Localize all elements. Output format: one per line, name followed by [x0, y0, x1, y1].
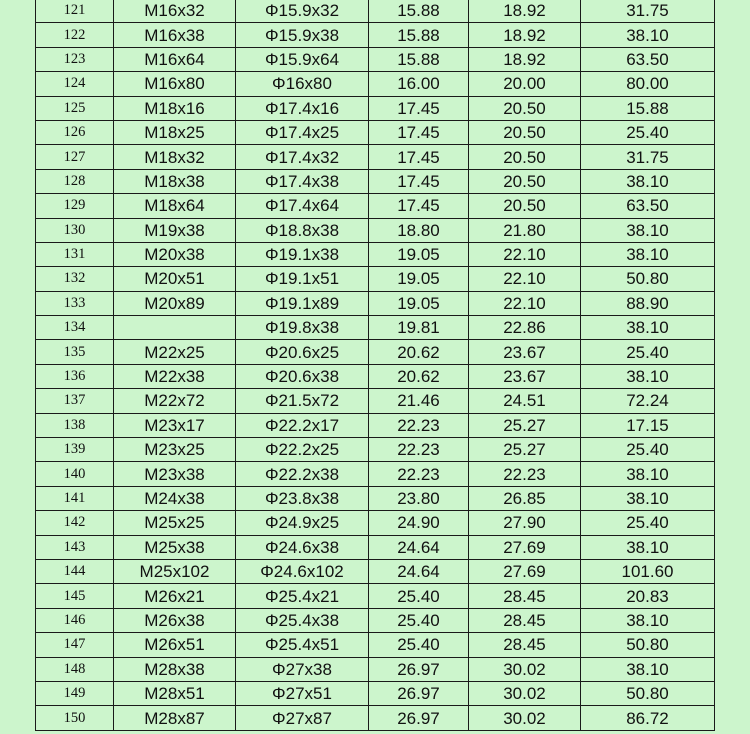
dimension-2-cell: 26.85 [469, 486, 581, 510]
length-cell: 50.80 [581, 681, 715, 705]
dimension-1-cell: 19.81 [369, 316, 469, 340]
dimension-2-cell: 20.50 [469, 194, 581, 218]
row-number-cell: 149 [36, 681, 114, 705]
dimension-2-cell: 22.10 [469, 291, 581, 315]
spec-cell: Φ21.5x72 [236, 389, 369, 413]
model-cell: M18x32 [114, 145, 236, 169]
table-row [36, 364, 715, 388]
dimension-1-cell: 17.45 [369, 120, 469, 144]
row-number-cell: 140 [36, 462, 114, 486]
model-cell: M16x32 [114, 0, 236, 23]
row-number-cell: 133 [36, 291, 114, 315]
row-number-cell: 127 [36, 145, 114, 169]
spec-cell: Φ20.6x38 [236, 364, 369, 388]
row-number-cell: 132 [36, 267, 114, 291]
model-cell: M22x38 [114, 364, 236, 388]
row-number-cell: 146 [36, 608, 114, 632]
spec-cell: Φ17.4x38 [236, 169, 369, 193]
row-number-cell: 135 [36, 340, 114, 364]
length-cell: 15.88 [581, 96, 715, 120]
length-cell: 38.10 [581, 608, 715, 632]
dimension-1-cell: 23.80 [369, 486, 469, 510]
length-cell: 31.75 [581, 0, 715, 23]
table-row [36, 511, 715, 535]
dimension-2-cell: 22.10 [469, 242, 581, 266]
length-cell: 38.10 [581, 657, 715, 681]
spec-cell: Φ27x38 [236, 657, 369, 681]
dimension-2-cell: 22.23 [469, 462, 581, 486]
dimension-1-cell: 21.46 [369, 389, 469, 413]
dimension-2-cell: 28.45 [469, 633, 581, 657]
spec-table-container [35, 0, 714, 731]
spec-cell: Φ22.2x25 [236, 438, 369, 462]
spec-cell: Φ22.2x17 [236, 413, 369, 437]
dimension-2-cell: 18.92 [469, 23, 581, 47]
spec-cell: Φ17.4x25 [236, 120, 369, 144]
table-row [36, 535, 715, 559]
spec-cell: Φ24.9x25 [236, 511, 369, 535]
spec-table [35, 0, 715, 731]
dimension-1-cell: 17.45 [369, 96, 469, 120]
spec-cell: Φ27x51 [236, 681, 369, 705]
dimension-2-cell: 27.90 [469, 511, 581, 535]
dimension-1-cell: 16.00 [369, 72, 469, 96]
dimension-1-cell: 25.40 [369, 633, 469, 657]
model-cell: M23x38 [114, 462, 236, 486]
spec-cell: Φ15.9x64 [236, 47, 369, 71]
row-number-cell: 123 [36, 47, 114, 71]
spec-cell: Φ15.9x38 [236, 23, 369, 47]
length-cell: 31.75 [581, 145, 715, 169]
model-cell: M28x87 [114, 706, 236, 730]
spec-cell: Φ17.4x32 [236, 145, 369, 169]
model-cell: M20x51 [114, 267, 236, 291]
length-cell: 38.10 [581, 535, 715, 559]
table-row [36, 169, 715, 193]
dimension-2-cell: 27.69 [469, 535, 581, 559]
model-cell: M16x38 [114, 23, 236, 47]
dimension-2-cell: 20.50 [469, 145, 581, 169]
dimension-1-cell: 20.62 [369, 364, 469, 388]
table-row [36, 340, 715, 364]
row-number-cell: 142 [36, 511, 114, 535]
table-row [36, 633, 715, 657]
spec-cell: Φ25.4x38 [236, 608, 369, 632]
spec-cell: Φ19.8x38 [236, 316, 369, 340]
model-cell: M24x38 [114, 486, 236, 510]
dimension-2-cell: 22.10 [469, 267, 581, 291]
dimension-1-cell: 15.88 [369, 0, 469, 23]
length-cell: 50.80 [581, 267, 715, 291]
spec-cell: Φ22.2x38 [236, 462, 369, 486]
length-cell: 63.50 [581, 194, 715, 218]
length-cell: 25.40 [581, 120, 715, 144]
dimension-1-cell: 19.05 [369, 267, 469, 291]
model-cell: M23x17 [114, 413, 236, 437]
length-cell: 17.15 [581, 413, 715, 437]
row-number-cell: 143 [36, 535, 114, 559]
row-number-cell: 141 [36, 486, 114, 510]
dimension-1-cell: 22.23 [369, 413, 469, 437]
dimension-2-cell: 28.45 [469, 608, 581, 632]
table-row [36, 413, 715, 437]
dimension-2-cell: 30.02 [469, 706, 581, 730]
model-cell [114, 316, 236, 340]
row-number-cell: 138 [36, 413, 114, 437]
dimension-1-cell: 26.97 [369, 681, 469, 705]
table-row [36, 72, 715, 96]
table-row [36, 23, 715, 47]
dimension-1-cell: 24.64 [369, 535, 469, 559]
spec-cell: Φ16x80 [236, 72, 369, 96]
dimension-2-cell: 25.27 [469, 413, 581, 437]
dimension-2-cell: 23.67 [469, 364, 581, 388]
row-number-cell: 124 [36, 72, 114, 96]
model-cell: M18x38 [114, 169, 236, 193]
dimension-2-cell: 23.67 [469, 340, 581, 364]
table-row [36, 47, 715, 71]
row-number-cell: 128 [36, 169, 114, 193]
table-row [36, 681, 715, 705]
row-number-cell: 136 [36, 364, 114, 388]
spec-cell: Φ17.4x64 [236, 194, 369, 218]
model-cell: M22x72 [114, 389, 236, 413]
spec-cell: Φ19.1x89 [236, 291, 369, 315]
row-number-cell: 144 [36, 559, 114, 583]
length-cell: 38.10 [581, 169, 715, 193]
length-cell: 38.10 [581, 242, 715, 266]
dimension-2-cell: 18.92 [469, 0, 581, 23]
spec-cell: Φ24.6x38 [236, 535, 369, 559]
table-row [36, 486, 715, 510]
dimension-2-cell: 30.02 [469, 681, 581, 705]
dimension-2-cell: 24.51 [469, 389, 581, 413]
dimension-1-cell: 19.05 [369, 242, 469, 266]
dimension-2-cell: 25.27 [469, 438, 581, 462]
dimension-2-cell: 20.50 [469, 169, 581, 193]
length-cell: 38.10 [581, 23, 715, 47]
table-row [36, 0, 715, 23]
table-row [36, 120, 715, 144]
row-number-cell: 137 [36, 389, 114, 413]
table-row [36, 438, 715, 462]
row-number-cell: 126 [36, 120, 114, 144]
length-cell: 88.90 [581, 291, 715, 315]
model-cell: M26x21 [114, 584, 236, 608]
spec-cell: Φ19.1x38 [236, 242, 369, 266]
dimension-1-cell: 18.80 [369, 218, 469, 242]
model-cell: M26x38 [114, 608, 236, 632]
row-number-cell: 121 [36, 0, 114, 23]
model-cell: M22x25 [114, 340, 236, 364]
dimension-2-cell: 20.50 [469, 120, 581, 144]
model-cell: M28x38 [114, 657, 236, 681]
spec-cell: Φ27x87 [236, 706, 369, 730]
table-row [36, 462, 715, 486]
length-cell: 72.24 [581, 389, 715, 413]
table-row [36, 657, 715, 681]
spec-table-body [36, 0, 715, 730]
model-cell: M25x102 [114, 559, 236, 583]
row-number-cell: 148 [36, 657, 114, 681]
dimension-2-cell: 20.50 [469, 96, 581, 120]
table-row [36, 291, 715, 315]
dimension-1-cell: 15.88 [369, 47, 469, 71]
dimension-2-cell: 22.86 [469, 316, 581, 340]
length-cell: 38.10 [581, 462, 715, 486]
model-cell: M16x80 [114, 72, 236, 96]
spec-cell: Φ17.4x16 [236, 96, 369, 120]
dimension-1-cell: 17.45 [369, 145, 469, 169]
dimension-1-cell: 24.90 [369, 511, 469, 535]
length-cell: 25.40 [581, 340, 715, 364]
dimension-2-cell: 21.80 [469, 218, 581, 242]
table-row [36, 316, 715, 340]
table-row [36, 267, 715, 291]
row-number-cell: 122 [36, 23, 114, 47]
length-cell: 25.40 [581, 511, 715, 535]
table-row [36, 608, 715, 632]
table-row [36, 96, 715, 120]
table-row [36, 389, 715, 413]
dimension-2-cell: 30.02 [469, 657, 581, 681]
model-cell: M18x25 [114, 120, 236, 144]
model-cell: M23x25 [114, 438, 236, 462]
length-cell: 50.80 [581, 633, 715, 657]
spec-cell: Φ24.6x102 [236, 559, 369, 583]
dimension-1-cell: 25.40 [369, 584, 469, 608]
length-cell: 38.10 [581, 316, 715, 340]
row-number-cell: 134 [36, 316, 114, 340]
model-cell: M20x89 [114, 291, 236, 315]
dimension-2-cell: 18.92 [469, 47, 581, 71]
model-cell: M18x64 [114, 194, 236, 218]
dimension-1-cell: 20.62 [369, 340, 469, 364]
dimension-1-cell: 25.40 [369, 608, 469, 632]
dimension-1-cell: 19.05 [369, 291, 469, 315]
row-number-cell: 139 [36, 438, 114, 462]
model-cell: M19x38 [114, 218, 236, 242]
row-number-cell: 125 [36, 96, 114, 120]
model-cell: M18x16 [114, 96, 236, 120]
model-cell: M16x64 [114, 47, 236, 71]
spec-cell: Φ25.4x21 [236, 584, 369, 608]
spec-cell: Φ15.9x32 [236, 0, 369, 23]
dimension-2-cell: 27.69 [469, 559, 581, 583]
model-cell: M25x38 [114, 535, 236, 559]
dimension-1-cell: 26.97 [369, 706, 469, 730]
table-row [36, 218, 715, 242]
model-cell: M26x51 [114, 633, 236, 657]
spec-cell: Φ18.8x38 [236, 218, 369, 242]
length-cell: 63.50 [581, 47, 715, 71]
length-cell: 25.40 [581, 438, 715, 462]
length-cell: 38.10 [581, 486, 715, 510]
length-cell: 38.10 [581, 364, 715, 388]
table-row [36, 559, 715, 583]
length-cell: 20.83 [581, 584, 715, 608]
model-cell: M25x25 [114, 511, 236, 535]
spec-cell: Φ19.1x51 [236, 267, 369, 291]
dimension-1-cell: 17.45 [369, 194, 469, 218]
dimension-1-cell: 15.88 [369, 23, 469, 47]
table-row [36, 242, 715, 266]
row-number-cell: 147 [36, 633, 114, 657]
table-row [36, 145, 715, 169]
spec-cell: Φ20.6x25 [236, 340, 369, 364]
row-number-cell: 131 [36, 242, 114, 266]
dimension-1-cell: 17.45 [369, 169, 469, 193]
length-cell: 80.00 [581, 72, 715, 96]
row-number-cell: 150 [36, 706, 114, 730]
length-cell: 101.60 [581, 559, 715, 583]
dimension-2-cell: 28.45 [469, 584, 581, 608]
spec-cell: Φ23.8x38 [236, 486, 369, 510]
model-cell: M28x51 [114, 681, 236, 705]
table-row [36, 584, 715, 608]
length-cell: 38.10 [581, 218, 715, 242]
table-row [36, 706, 715, 730]
dimension-1-cell: 22.23 [369, 462, 469, 486]
spec-cell: Φ25.4x51 [236, 633, 369, 657]
dimension-1-cell: 22.23 [369, 438, 469, 462]
dimension-1-cell: 24.64 [369, 559, 469, 583]
dimension-1-cell: 26.97 [369, 657, 469, 681]
model-cell: M20x38 [114, 242, 236, 266]
row-number-cell: 145 [36, 584, 114, 608]
length-cell: 86.72 [581, 706, 715, 730]
row-number-cell: 129 [36, 194, 114, 218]
dimension-2-cell: 20.00 [469, 72, 581, 96]
table-row [36, 194, 715, 218]
row-number-cell: 130 [36, 218, 114, 242]
